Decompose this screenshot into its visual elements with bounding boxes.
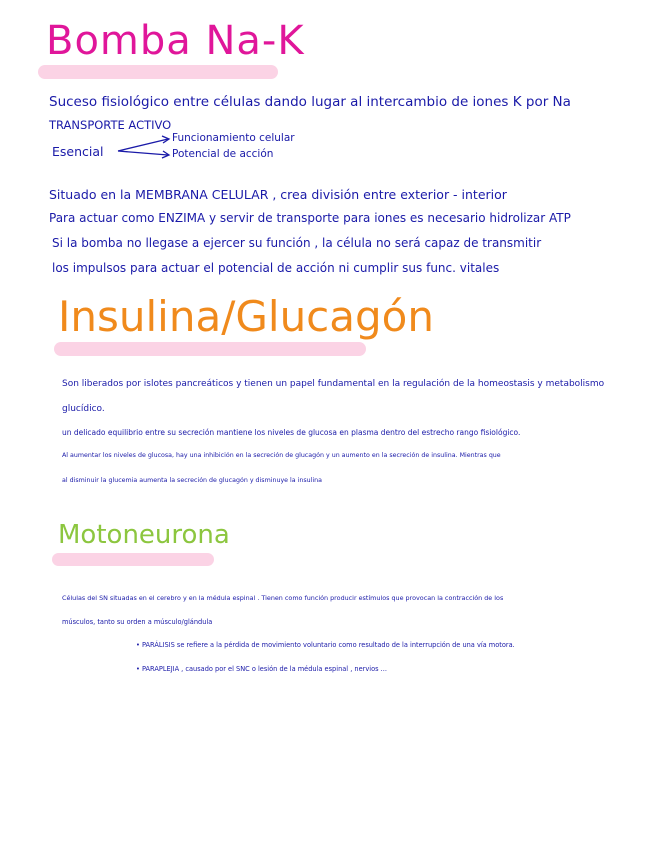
text-line: Potencial de acción: [172, 148, 274, 160]
title-highlight: [38, 65, 278, 79]
section-title-motoneurona: Motoneurona: [58, 520, 230, 550]
bullet-item: • PARÁLISIS se refiere a la pérdida de movimiento voluntario como resultado de la interrupción de una vía motora.: [136, 641, 515, 649]
text-line: Si la bomba no llegase a ejercer su función , la célula no será capaz de transmitir: [52, 236, 542, 250]
text-line: Suceso fisiológico entre células dando lugar al intercambio de iones K por Na: [49, 94, 571, 110]
text-line: los impulsos para actuar el potencial de acción ni cumplir sus func. vitales: [52, 261, 500, 275]
text-line: un delicado equilibrio entre su secreción mantiene los niveles de glucosa en plasma dentro del estrecho rango fisiológico.: [62, 428, 521, 437]
text-line: TRANSPORTE ACTIVO: [49, 118, 172, 132]
section-title-insulina: Insulina/Glucagón: [58, 292, 434, 341]
bullet-item: • PARAPLEJIA , causado por el SNC o lesión de la médula espinal , nervios ...: [136, 665, 387, 673]
text-line: músculos, tanto su orden a músculo/glándula: [62, 618, 213, 626]
text-line: Células del SN situadas en el cerebro y en la médula espinal . Tienen como función producir estímulos que provocan la contracción de los: [62, 594, 504, 602]
text-line: Funcionamiento celular: [172, 132, 295, 144]
text-line: glucídico.: [62, 404, 105, 414]
section-title-bomba: Bomba Na-K: [46, 18, 305, 64]
branch-arrows: [116, 133, 176, 163]
text-line: Al aumentar los niveles de glucosa, hay una inhibición en la secreción de glucagón y un aumento en la secreción de insulina. Mientras que: [62, 452, 501, 459]
title-highlight: [52, 553, 214, 566]
text-line: al disminuir la glucemia aumenta la secreción de glucagón y disminuye la insulina: [62, 477, 323, 484]
text-line: Esencial: [52, 144, 104, 159]
title-highlight: [54, 342, 366, 356]
text-line: Son liberados por islotes pancreáticos y tienen un papel fundamental en la regulación de la homeostasis y metabolismo: [62, 379, 605, 389]
text-line: Situado en la MEMBRANA CELULAR , crea división entre exterior - interior: [49, 187, 507, 202]
text-line: Para actuar como ENZIMA y servir de transporte para iones es necesario hidrolizar ATP: [49, 211, 571, 225]
